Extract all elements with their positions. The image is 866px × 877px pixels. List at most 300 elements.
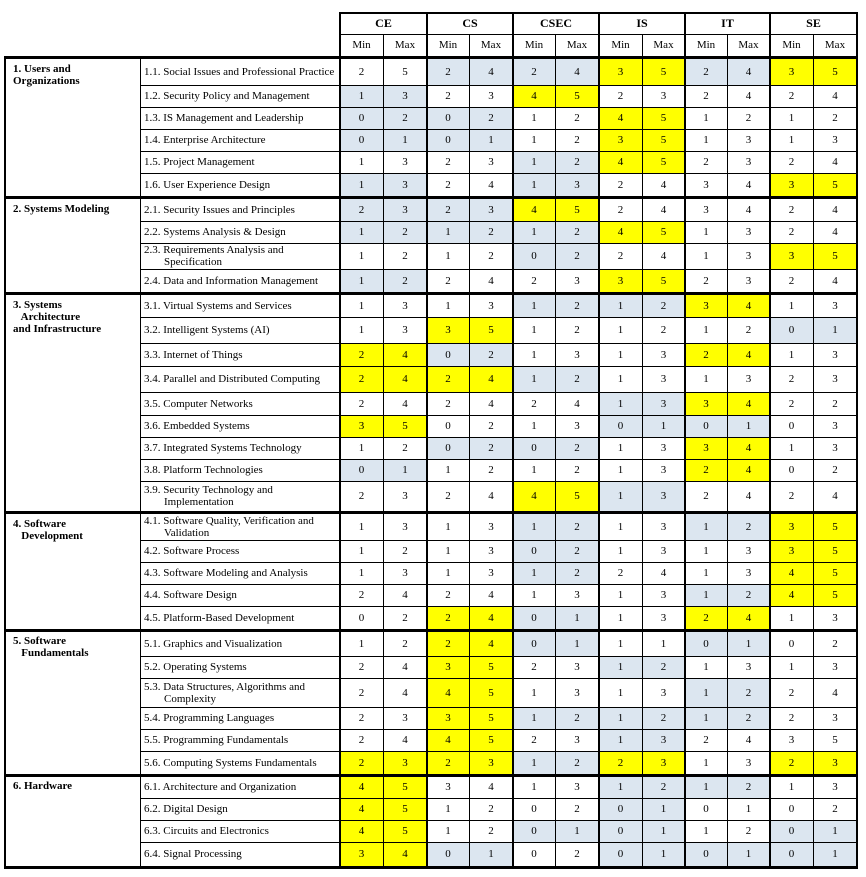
value-cell: 5 bbox=[642, 59, 685, 85]
value-cell: 4 bbox=[770, 562, 813, 584]
value-cell: 3 bbox=[488, 567, 494, 579]
grid-line bbox=[140, 540, 857, 541]
value-cell: 3 bbox=[340, 415, 383, 437]
value-cell: 2 bbox=[383, 107, 427, 129]
value-cell: 2 bbox=[788, 490, 795, 502]
competency-label-text: 3.5. Computer Networks bbox=[144, 397, 253, 410]
value-cell: 3 bbox=[599, 269, 642, 292]
value-cell: 3 bbox=[745, 250, 752, 262]
grid-line bbox=[340, 34, 857, 35]
program-header-it: IT bbox=[721, 16, 734, 30]
value-cell: 4 bbox=[383, 343, 427, 366]
value-cell: 4 bbox=[660, 204, 667, 216]
value-cell: 0 bbox=[685, 415, 727, 437]
value-cell: 1 bbox=[358, 156, 365, 168]
value-cell: 2 bbox=[531, 661, 537, 673]
value-cell: 1 bbox=[813, 842, 857, 866]
value-cell: 2 bbox=[445, 274, 451, 287]
value-cell: 2 bbox=[788, 274, 795, 287]
value-cell: 2 bbox=[488, 420, 494, 432]
value-cell: 1 bbox=[660, 637, 667, 650]
value-cell: 4 bbox=[340, 776, 383, 798]
value-cell: 3 bbox=[813, 751, 857, 774]
category-label: 2. Systems Modeling bbox=[13, 203, 110, 215]
value-cell: 1 bbox=[685, 584, 727, 606]
value-cell: 3 bbox=[745, 567, 752, 579]
competency-label bbox=[140, 221, 340, 243]
value-cell: 4 bbox=[488, 274, 494, 287]
value-cell: 2 bbox=[531, 274, 537, 287]
value-cell: 1 bbox=[703, 112, 709, 124]
grid-line bbox=[140, 678, 857, 679]
value-cell: 3 bbox=[660, 442, 667, 454]
value-cell: 4 bbox=[599, 221, 642, 243]
value-cell: 0 bbox=[358, 611, 365, 624]
value-cell: 2 bbox=[513, 59, 555, 85]
value-cell: 2 bbox=[642, 295, 685, 317]
value-cell: 4 bbox=[599, 107, 642, 129]
value-cell: 2 bbox=[574, 803, 580, 815]
value-cell: 2 bbox=[727, 707, 770, 729]
value-cell: 2 bbox=[555, 151, 599, 173]
value-cell: 5 bbox=[469, 656, 513, 678]
value-cell: 5 bbox=[469, 707, 513, 729]
value-cell: 1 bbox=[599, 776, 642, 798]
competency-label bbox=[140, 820, 340, 842]
value-cell: 2 bbox=[488, 250, 494, 262]
grid-line bbox=[140, 820, 857, 821]
value-cell: 3 bbox=[745, 226, 752, 238]
grid-line bbox=[140, 59, 141, 868]
value-cell: 2 bbox=[427, 366, 469, 392]
value-cell: 1 bbox=[599, 295, 642, 317]
value-cell: 1 bbox=[358, 521, 365, 533]
value-cell: 0 bbox=[340, 459, 383, 481]
value-cell: 2 bbox=[445, 178, 451, 191]
value-cell: 3 bbox=[770, 59, 813, 85]
value-cell: 5 bbox=[813, 540, 857, 562]
value-cell: 1 bbox=[513, 151, 555, 173]
value-cell: 4 bbox=[513, 85, 555, 107]
value-cell: 3 bbox=[574, 274, 580, 287]
value-cell: 2 bbox=[358, 66, 365, 78]
value-cell: 1 bbox=[788, 348, 795, 361]
competency-label bbox=[140, 459, 340, 481]
value-cell: 2 bbox=[642, 656, 685, 678]
competency-label bbox=[140, 707, 340, 729]
value-cell: 1 bbox=[788, 112, 795, 124]
value-cell: 2 bbox=[469, 437, 513, 459]
category-label: 5. Software Fundamentals bbox=[13, 635, 89, 659]
value-cell: 1 bbox=[642, 798, 685, 820]
value-cell: 3 bbox=[745, 156, 752, 168]
program-header-se: SE bbox=[806, 16, 821, 30]
value-cell: 1 bbox=[703, 545, 709, 557]
value-cell: 0 bbox=[531, 803, 537, 815]
value-cell: 0 bbox=[513, 820, 555, 842]
value-cell: 4 bbox=[660, 250, 667, 262]
value-cell: 1 bbox=[788, 442, 795, 454]
value-cell: 4 bbox=[745, 90, 752, 102]
competency-label bbox=[140, 540, 340, 562]
value-cell: 1 bbox=[617, 464, 624, 476]
competency-label bbox=[140, 343, 340, 366]
value-cell: 1 bbox=[703, 134, 709, 146]
value-cell: 4 bbox=[832, 226, 838, 238]
value-cell: 1 bbox=[685, 514, 727, 540]
value-cell: 1 bbox=[358, 442, 365, 454]
competency-label bbox=[140, 107, 340, 129]
grid-line bbox=[512, 12, 514, 868]
value-cell: 2 bbox=[445, 156, 451, 168]
grid-line bbox=[339, 12, 341, 868]
program-header-ce: CE bbox=[375, 16, 392, 30]
value-cell: 3 bbox=[574, 589, 580, 601]
value-cell: 2 bbox=[642, 707, 685, 729]
value-cell: 4 bbox=[402, 397, 408, 410]
value-cell: 0 bbox=[788, 464, 795, 476]
value-cell: 5 bbox=[469, 678, 513, 707]
value-cell: 1 bbox=[531, 134, 537, 146]
value-cell: 2 bbox=[445, 90, 451, 102]
value-cell: 5 bbox=[555, 199, 599, 221]
value-cell: 1 bbox=[617, 686, 624, 699]
value-cell: 2 bbox=[832, 637, 838, 650]
value-cell: 3 bbox=[599, 129, 642, 151]
value-cell: 5 bbox=[642, 151, 685, 173]
value-cell: 3 bbox=[745, 134, 752, 146]
program-header-cs: CS bbox=[462, 16, 478, 30]
value-cell: 3 bbox=[832, 134, 838, 146]
value-cell: 5 bbox=[813, 59, 857, 85]
grid-line bbox=[426, 12, 428, 868]
value-cell: 0 bbox=[340, 129, 383, 151]
value-cell: 5 bbox=[383, 776, 427, 798]
value-cell: 2 bbox=[727, 584, 770, 606]
value-cell: 2 bbox=[427, 631, 469, 656]
competency-label-text: 4.3. Software Modeling and Analysis bbox=[144, 567, 308, 579]
value-cell: 4 bbox=[469, 59, 513, 85]
value-cell: 1 bbox=[727, 631, 770, 656]
value-cell: 2 bbox=[469, 107, 513, 129]
value-cell: 2 bbox=[832, 464, 838, 476]
value-cell: 1 bbox=[703, 661, 709, 673]
value-cell: 1 bbox=[788, 611, 795, 624]
value-cell: 1 bbox=[788, 661, 795, 673]
value-cell: 1 bbox=[531, 324, 537, 336]
competency-label-text: 6.1. Architecture and Organization bbox=[144, 781, 297, 793]
min-header: Min bbox=[782, 39, 801, 51]
value-cell: 2 bbox=[685, 606, 727, 629]
grid-line bbox=[140, 392, 857, 393]
value-cell: 4 bbox=[727, 437, 770, 459]
value-cell: 3 bbox=[402, 156, 408, 168]
value-cell: 4 bbox=[513, 481, 555, 511]
competency-label bbox=[140, 317, 340, 343]
value-cell: 1 bbox=[703, 324, 709, 336]
value-cell: 2 bbox=[488, 464, 494, 476]
value-cell: 2 bbox=[574, 848, 580, 860]
grid-line bbox=[642, 34, 643, 868]
competency-label-text: 3.9. Security Technology and Implementation bbox=[144, 484, 273, 508]
value-cell: 0 bbox=[685, 842, 727, 866]
value-cell: 0 bbox=[513, 540, 555, 562]
value-cell: 2 bbox=[358, 734, 365, 746]
min-header: Min bbox=[524, 39, 544, 51]
value-cell: 3 bbox=[660, 686, 667, 699]
value-cell: 2 bbox=[660, 324, 667, 336]
grid-line bbox=[4, 56, 858, 59]
competency-label bbox=[140, 562, 340, 584]
competency-label-text: 2.2. Systems Analysis & Design bbox=[144, 226, 286, 238]
value-cell: 2 bbox=[340, 751, 383, 774]
value-cell: 1 bbox=[445, 464, 451, 476]
value-cell: 1 bbox=[703, 567, 709, 579]
value-cell: 2 bbox=[745, 825, 752, 837]
value-cell: 4 bbox=[727, 606, 770, 629]
competency-label bbox=[140, 678, 340, 707]
value-cell: 2 bbox=[727, 514, 770, 540]
value-cell: 5 bbox=[813, 243, 857, 269]
value-cell: 1 bbox=[555, 606, 599, 629]
value-cell: 1 bbox=[340, 173, 383, 196]
grid-line bbox=[856, 12, 858, 868]
value-cell: 5 bbox=[813, 173, 857, 196]
value-cell: 2 bbox=[469, 343, 513, 366]
value-cell: 2 bbox=[383, 221, 427, 243]
value-cell: 2 bbox=[574, 324, 580, 336]
value-cell: 2 bbox=[574, 134, 580, 146]
competency-label bbox=[140, 295, 340, 317]
grid-line bbox=[140, 729, 857, 730]
competency-label bbox=[140, 392, 340, 415]
value-cell: 2 bbox=[358, 490, 365, 502]
grid-line bbox=[140, 606, 857, 607]
value-cell: 1 bbox=[445, 803, 451, 815]
value-cell: 3 bbox=[427, 707, 469, 729]
value-cell: 4 bbox=[488, 178, 494, 191]
grid-line bbox=[140, 842, 857, 843]
value-cell: 1 bbox=[617, 589, 624, 601]
value-cell: 2 bbox=[617, 90, 624, 102]
value-cell: 3 bbox=[402, 521, 408, 533]
value-cell: 2 bbox=[427, 199, 469, 221]
value-cell: 2 bbox=[555, 295, 599, 317]
value-cell: 1 bbox=[617, 324, 624, 336]
value-cell: 3 bbox=[488, 156, 494, 168]
value-cell: 2 bbox=[488, 825, 494, 837]
competency-label bbox=[140, 151, 340, 173]
value-cell: 1 bbox=[642, 415, 685, 437]
value-cell: 3 bbox=[685, 437, 727, 459]
value-cell: 0 bbox=[427, 129, 469, 151]
value-cell: 4 bbox=[488, 490, 494, 502]
value-cell: 3 bbox=[574, 686, 580, 699]
value-cell: 2 bbox=[617, 567, 624, 579]
value-cell: 2 bbox=[555, 751, 599, 774]
value-cell: 3 bbox=[832, 781, 838, 793]
value-cell: 2 bbox=[574, 112, 580, 124]
value-cell: 4 bbox=[599, 151, 642, 173]
max-header: Max bbox=[566, 39, 588, 51]
value-cell: 0 bbox=[788, 420, 795, 432]
grid-line bbox=[4, 511, 858, 514]
competency-label bbox=[140, 798, 340, 820]
value-cell: 1 bbox=[383, 129, 427, 151]
value-cell: 1 bbox=[703, 825, 709, 837]
value-cell: 1 bbox=[358, 324, 365, 336]
value-cell: 2 bbox=[617, 250, 624, 262]
competency-label-text: 3.6. Embedded Systems bbox=[144, 420, 250, 432]
value-cell: 3 bbox=[745, 545, 752, 557]
value-cell: 0 bbox=[513, 606, 555, 629]
program-header-csec: CSEC bbox=[539, 16, 572, 30]
value-cell: 3 bbox=[427, 656, 469, 678]
value-cell: 1 bbox=[513, 366, 555, 392]
value-cell: 0 bbox=[685, 631, 727, 656]
value-cell: 4 bbox=[402, 734, 408, 746]
value-cell: 1 bbox=[445, 825, 451, 837]
grid-line bbox=[140, 85, 857, 86]
grid-line bbox=[140, 269, 857, 270]
value-cell: 0 bbox=[599, 842, 642, 866]
value-cell: 1 bbox=[813, 317, 857, 343]
value-cell: 1 bbox=[685, 776, 727, 798]
program-header-is: IS bbox=[636, 16, 648, 30]
value-cell: 2 bbox=[788, 373, 795, 385]
value-cell: 2 bbox=[402, 637, 408, 650]
competency-label bbox=[140, 751, 340, 774]
value-cell: 2 bbox=[832, 397, 838, 410]
grid-line bbox=[4, 866, 858, 869]
value-cell: 4 bbox=[660, 178, 667, 191]
value-cell: 4 bbox=[727, 59, 770, 85]
competency-label-text: 3.4. Parallel and Distributed Computing bbox=[144, 373, 320, 385]
value-cell: 2 bbox=[427, 606, 469, 629]
grid-line bbox=[140, 459, 857, 460]
value-cell: 2 bbox=[555, 243, 599, 269]
value-cell: 1 bbox=[617, 611, 624, 624]
value-cell: 2 bbox=[617, 178, 624, 191]
grid-line bbox=[4, 629, 858, 632]
competency-label bbox=[140, 437, 340, 459]
value-cell: 4 bbox=[832, 90, 838, 102]
value-cell: 2 bbox=[642, 776, 685, 798]
value-cell: 1 bbox=[513, 221, 555, 243]
value-cell: 1 bbox=[642, 820, 685, 842]
competency-label bbox=[140, 415, 340, 437]
grid-line bbox=[140, 584, 857, 585]
value-cell: 3 bbox=[574, 348, 580, 361]
value-cell: 2 bbox=[340, 366, 383, 392]
value-cell: 0 bbox=[427, 107, 469, 129]
value-cell: 3 bbox=[685, 392, 727, 415]
value-cell: 3 bbox=[770, 540, 813, 562]
value-cell: 1 bbox=[599, 656, 642, 678]
value-cell: 3 bbox=[832, 661, 838, 673]
competency-label bbox=[140, 59, 340, 85]
value-cell: 2 bbox=[727, 678, 770, 707]
value-cell: 3 bbox=[402, 324, 408, 336]
value-cell: 5 bbox=[383, 798, 427, 820]
value-cell: 0 bbox=[703, 803, 709, 815]
category-label: 3. Systems Architecture and Infrastructure bbox=[13, 299, 102, 335]
value-cell: 1 bbox=[513, 514, 555, 540]
value-cell: 3 bbox=[832, 442, 838, 454]
value-cell: 3 bbox=[660, 90, 667, 102]
value-cell: 2 bbox=[703, 734, 709, 746]
value-cell: 1 bbox=[340, 85, 383, 107]
value-cell: 2 bbox=[832, 803, 838, 815]
value-cell: 3 bbox=[574, 781, 580, 793]
value-cell: 2 bbox=[358, 712, 365, 724]
value-cell: 0 bbox=[599, 798, 642, 820]
competency-label-text: 1.6. User Experience Design bbox=[144, 178, 271, 191]
value-cell: 3 bbox=[574, 661, 580, 673]
value-cell: 2 bbox=[402, 442, 408, 454]
value-cell: 5 bbox=[813, 584, 857, 606]
value-cell: 3 bbox=[832, 373, 838, 385]
value-cell: 3 bbox=[574, 420, 580, 432]
competency-label-text: 3.1. Virtual Systems and Services bbox=[144, 300, 292, 312]
value-cell: 0 bbox=[599, 415, 642, 437]
value-cell: 1 bbox=[531, 112, 537, 124]
grid-line bbox=[140, 751, 857, 752]
value-cell: 2 bbox=[788, 90, 795, 102]
grid-line bbox=[4, 196, 858, 199]
competency-label-text: 6.4. Signal Processing bbox=[144, 848, 242, 860]
value-cell: 1 bbox=[531, 348, 537, 361]
value-cell: 5 bbox=[813, 514, 857, 540]
value-cell: 1 bbox=[617, 373, 624, 385]
value-cell: 4 bbox=[469, 631, 513, 656]
value-cell: 1 bbox=[358, 567, 365, 579]
value-cell: 0 bbox=[340, 107, 383, 129]
value-cell: 2 bbox=[555, 437, 599, 459]
competency-label-text: 2.3. Requirements Analysis and Specification bbox=[144, 244, 284, 268]
value-cell: 3 bbox=[770, 173, 813, 196]
value-cell: 0 bbox=[445, 420, 451, 432]
max-header: Max bbox=[824, 39, 846, 51]
value-cell: 1 bbox=[617, 442, 624, 454]
competency-label-text: 1.1. Social Issues and Professional Practice bbox=[144, 66, 335, 78]
value-cell: 2 bbox=[555, 514, 599, 540]
min-header: Min bbox=[696, 39, 716, 51]
value-cell: 4 bbox=[832, 204, 838, 216]
value-cell: 4 bbox=[340, 798, 383, 820]
value-cell: 1 bbox=[358, 250, 365, 262]
value-cell: 1 bbox=[745, 803, 752, 815]
value-cell: 3 bbox=[469, 199, 513, 221]
value-cell: 5 bbox=[383, 820, 427, 842]
value-cell: 1 bbox=[513, 173, 555, 196]
value-cell: 3 bbox=[642, 751, 685, 774]
value-cell: 3 bbox=[488, 545, 494, 557]
value-cell: 3 bbox=[745, 274, 752, 287]
grid-line bbox=[727, 34, 728, 868]
value-cell: 5 bbox=[642, 269, 685, 292]
value-cell: 1 bbox=[383, 459, 427, 481]
competency-label bbox=[140, 776, 340, 798]
value-cell: 1 bbox=[555, 820, 599, 842]
competency-label bbox=[140, 514, 340, 540]
grid-line bbox=[4, 59, 6, 868]
min-header: Min bbox=[611, 39, 630, 51]
competency-label bbox=[140, 631, 340, 656]
grid-line bbox=[140, 221, 857, 222]
value-cell: 0 bbox=[788, 803, 795, 815]
value-cell: 3 bbox=[660, 545, 667, 557]
